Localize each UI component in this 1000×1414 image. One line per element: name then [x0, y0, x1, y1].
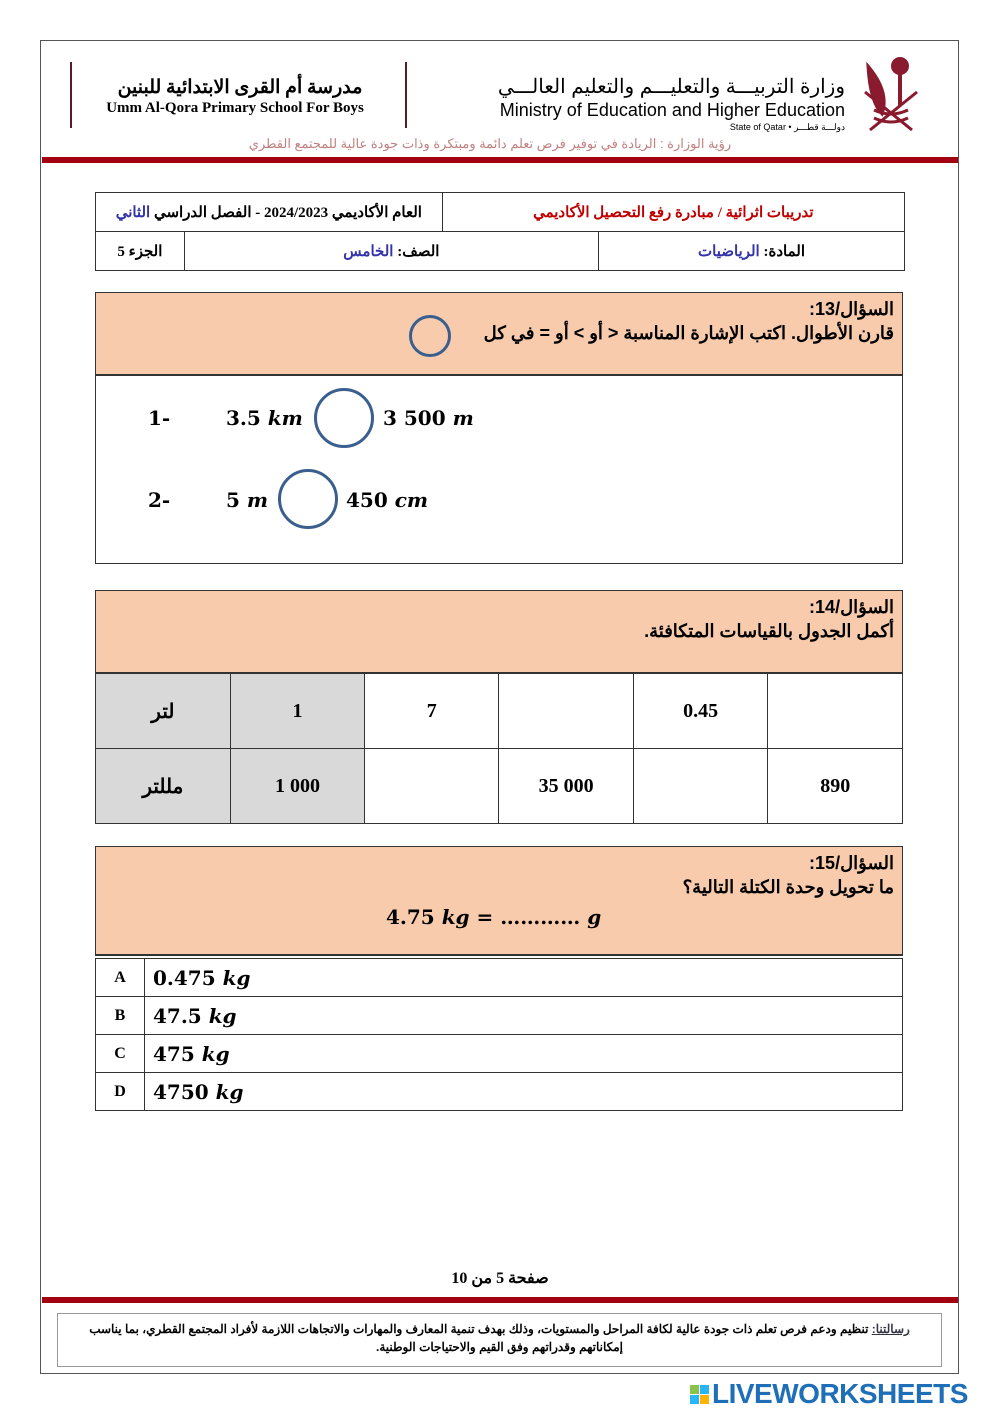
answer-cell[interactable] [633, 749, 768, 824]
state-label: State of Qatar • دولـــة قطـــر [729, 122, 845, 132]
table-row [96, 674, 903, 749]
compare-left [226, 488, 268, 512]
eq-value: 4.75 [386, 905, 442, 929]
option-letter: A [96, 959, 145, 997]
year-text: العام الأكاديمي 2024/2023 - الفصل الدراسي [150, 204, 422, 221]
page-number: صفحة 5 من 10 [451, 1270, 549, 1287]
table-cell: 1 000 [230, 749, 365, 824]
question-header [96, 293, 902, 376]
option-value[interactable] [145, 959, 903, 997]
qatar-emblem-logo [860, 52, 922, 136]
value: 0.475 [153, 965, 223, 990]
unit: kg [208, 1003, 237, 1028]
unit: kg [222, 965, 251, 990]
value: 475 [153, 1041, 202, 1066]
option-d[interactable] [96, 1073, 903, 1111]
value: 3 500 [383, 406, 446, 430]
ministry-vision: رؤية الوزارة : الريادة في توفير فرص تعلم دائمة ومبتكرة وذات جودة عالية للمجتمع القطري [248, 136, 732, 151]
ministry-name-ar: وزارة التربيـــة والتعليـــم والتعليم العالـــي [497, 76, 845, 98]
row-label: مللتر [96, 749, 231, 824]
question-title: السؤال/13: [809, 299, 894, 319]
value: 450 [346, 488, 388, 512]
subject-cell [599, 232, 905, 271]
compare-right [346, 488, 428, 512]
question-prompt: قارن الأطوال. اكتب الإشارة المناسبة < أو > أو = في كل [483, 323, 894, 343]
divider [405, 62, 407, 128]
logo-icon [690, 1385, 709, 1404]
part-cell: الجزء 5 [96, 232, 185, 271]
question-title: السؤال/14: [809, 597, 894, 617]
option-b[interactable] [96, 997, 903, 1035]
divider [70, 62, 72, 128]
question-15-header [95, 846, 903, 956]
ministry-name-en: Ministry of Education and Higher Education [499, 100, 845, 120]
compare-right [383, 406, 474, 430]
school-name-ar: مدرسة أم القرى الابتدائية للبنين [117, 77, 363, 98]
option-value[interactable] [145, 997, 903, 1035]
grade-label: الصف: [393, 243, 440, 260]
value: 5 [226, 488, 240, 512]
brand-name: LIVEWORKSHEETS [712, 1378, 968, 1409]
mission-text: تنظيم ودعم فرص تعلم ذات جودة عالية لكافة المراحل والمستويات، وذلك بهدف تنمية المعارف والمهارات والاتجاهات اللازمة لأفراد المجتمع القطري، بما يناسب إمكاناتهم وقدراتهم وفق القيم والاحتياجات الوطنية. [89, 1322, 872, 1354]
subject-value: الرياضيات [698, 243, 760, 260]
value: 4750 [153, 1079, 216, 1104]
unit: kg [201, 1041, 230, 1066]
liveworksheets-logo [690, 1378, 968, 1410]
unit: m [452, 406, 474, 430]
program-title: تدريبات اثرائية / مبادرة رفع التحصيل الأكاديمي [442, 193, 904, 232]
footer-rule [42, 1297, 958, 1303]
unit: cm [394, 488, 429, 512]
option-c[interactable] [96, 1035, 903, 1073]
eq-unit: kg [441, 905, 470, 929]
table-row [96, 749, 903, 824]
option-value[interactable] [145, 1073, 903, 1111]
equation [386, 905, 601, 929]
table-cell: 7 [365, 674, 499, 749]
mission-label: رسالتنا: [871, 1322, 910, 1336]
item-number: 2- [148, 488, 171, 512]
option-letter: B [96, 997, 145, 1035]
table-cell: 0.45 [633, 674, 768, 749]
academic-year [96, 193, 443, 232]
grade-cell [184, 232, 598, 271]
question-title: السؤال/15: [809, 853, 894, 873]
grade-value: الخامس [343, 243, 394, 260]
info-table [95, 192, 905, 271]
unit: km [267, 406, 303, 430]
table-cell: 35 000 [499, 749, 634, 824]
question-prompt: أكمل الجدول بالقياسات المتكافئة. [644, 621, 894, 641]
subject-label: المادة: [759, 243, 805, 260]
table-cell: 890 [768, 749, 903, 824]
value: 47.5 [153, 1003, 209, 1028]
eq-blank: = ………… [469, 905, 588, 929]
option-letter: C [96, 1035, 145, 1073]
option-letter: D [96, 1073, 145, 1111]
answer-cell[interactable] [499, 674, 634, 749]
table-cell: 1 [230, 674, 365, 749]
option-a[interactable] [96, 959, 903, 997]
question-13 [95, 292, 903, 564]
option-value[interactable] [145, 1035, 903, 1073]
sample-circle [409, 315, 451, 357]
question-prompt: ما تحويل وحدة الكتلة التالية؟ [682, 877, 894, 897]
question-14-header [95, 590, 903, 674]
answer-circle-2[interactable] [278, 469, 338, 529]
compare-left [226, 406, 303, 430]
answer-circle-1[interactable] [314, 388, 374, 448]
unit: kg [215, 1079, 244, 1104]
item-number: 1- [148, 406, 171, 430]
school-name-en: Umm Al-Qora Primary School For Boys [106, 100, 364, 116]
row-label: لتر [96, 674, 231, 749]
unit: m [246, 488, 269, 512]
answer-cell[interactable] [768, 674, 903, 749]
semester: الثاني [115, 204, 151, 221]
mission-statement [57, 1313, 942, 1367]
value: 3.5 [226, 406, 261, 430]
answer-cell[interactable] [365, 749, 499, 824]
equivalence-table [95, 673, 903, 824]
header-rule [42, 157, 958, 163]
options-table [95, 958, 903, 1111]
eq-unit: g [587, 905, 602, 929]
